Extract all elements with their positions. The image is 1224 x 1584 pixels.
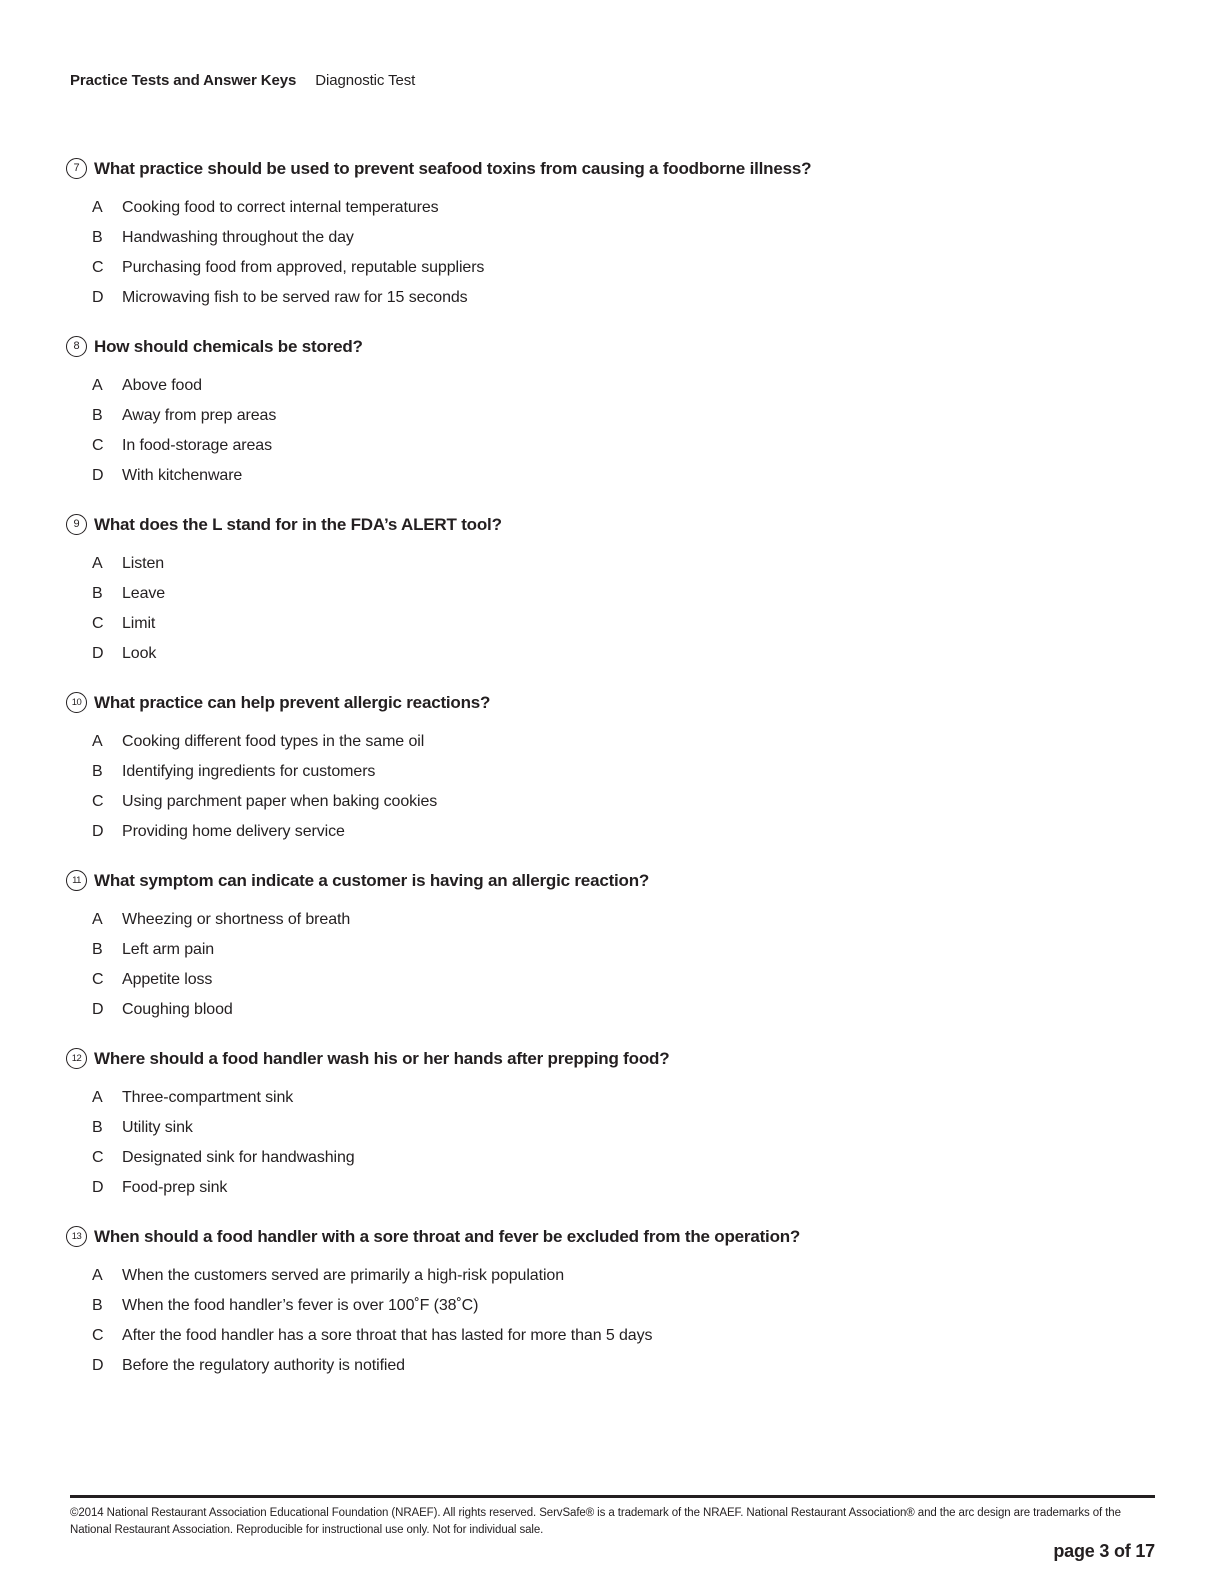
option-text: In food-storage areas	[122, 437, 272, 454]
option-text: Appetite loss	[122, 971, 213, 988]
option-text: Purchasing food from approved, reputable suppliers	[122, 259, 485, 276]
answer-option	[92, 1113, 1154, 1143]
question-block	[66, 513, 1154, 669]
answer-option	[92, 817, 1154, 847]
answer-option	[92, 549, 1154, 579]
answer-option	[92, 935, 1154, 965]
question-block	[66, 691, 1154, 847]
document-header	[70, 71, 415, 90]
option-letter: C	[92, 793, 104, 810]
option-letter: D	[92, 289, 104, 306]
option-letter: C	[92, 437, 104, 454]
option-letter: A	[92, 733, 103, 750]
answer-option	[92, 253, 1154, 283]
option-letter: C	[92, 1149, 104, 1166]
question-number: 13	[71, 1230, 82, 1242]
answer-option	[92, 1083, 1154, 1113]
question-number: 8	[73, 340, 80, 352]
question-number-circle	[66, 870, 87, 891]
question-block	[66, 335, 1154, 491]
option-text: Before the regulatory authority is notified	[122, 1357, 405, 1374]
option-text: Cooking different food types in the same oil	[122, 733, 425, 750]
question-text: Where should a food handler wash his or her hands after prepping food?	[94, 1049, 670, 1068]
option-text: Look	[122, 645, 157, 662]
question-text: What does the L stand for in the FDA’s ALERT tool?	[94, 515, 502, 534]
option-text: Listen	[122, 555, 165, 572]
answer-option	[92, 461, 1154, 491]
question-header	[66, 513, 1154, 536]
option-letter: A	[92, 911, 103, 928]
option-text: When the food handler’s fever is over 100˚F (38˚C)	[122, 1297, 479, 1314]
question-number-circle	[66, 1226, 87, 1247]
answer-option	[92, 1173, 1154, 1203]
answer-option	[92, 639, 1154, 669]
options-list	[92, 371, 1154, 491]
question-number-circle	[66, 692, 87, 713]
question-number: 7	[73, 162, 80, 174]
option-text: Handwashing throughout the day	[122, 229, 354, 246]
options-list	[92, 1261, 1154, 1381]
option-text: Designated sink for handwashing	[122, 1149, 355, 1166]
answer-option	[92, 193, 1154, 223]
answer-option	[92, 223, 1154, 253]
option-letter: C	[92, 1327, 104, 1344]
option-text: Leave	[122, 585, 166, 602]
option-letter: D	[92, 467, 104, 484]
question-number-circle	[66, 336, 87, 357]
question-text: When should a food handler with a sore throat and fever be excluded from the operation?	[94, 1227, 801, 1246]
option-text: After the food handler has a sore throat that has lasted for more than 5 days	[122, 1327, 653, 1344]
question-header	[66, 335, 1154, 358]
option-letter: C	[92, 615, 104, 632]
option-letter: B	[92, 763, 103, 780]
question-number: 10	[71, 696, 82, 708]
option-letter: D	[92, 823, 104, 840]
answer-option	[92, 1143, 1154, 1173]
option-text: Providing home delivery service	[122, 823, 345, 840]
question-text: What practice should be used to prevent seafood toxins from causing a foodborne illness?	[94, 159, 812, 178]
option-text: Using parchment paper when baking cookies	[122, 793, 438, 810]
answer-option	[92, 431, 1154, 461]
document-subtitle: Diagnostic Test	[315, 72, 416, 89]
question-text: How should chemicals be stored?	[94, 337, 363, 356]
footer-divider	[70, 1495, 1155, 1498]
option-text: Left arm pain	[122, 941, 215, 958]
answer-option	[92, 401, 1154, 431]
option-text: Limit	[122, 615, 156, 632]
answer-option	[92, 371, 1154, 401]
answer-option	[92, 905, 1154, 935]
option-letter: A	[92, 377, 103, 394]
option-text: Three-compartment sink	[122, 1089, 294, 1106]
answer-option	[92, 757, 1154, 787]
options-list	[92, 193, 1154, 313]
option-letter: D	[92, 645, 104, 662]
answer-option	[92, 1321, 1154, 1351]
options-list	[92, 549, 1154, 669]
answer-option	[92, 995, 1154, 1025]
option-text: Microwaving fish to be served raw for 15 seconds	[122, 289, 468, 306]
option-letter: C	[92, 971, 104, 988]
answer-option	[92, 787, 1154, 817]
option-text: Identifying ingredients for customers	[122, 763, 376, 780]
copyright-text: ©2014 National Restaurant Association Educational Foundation (NRAEF). All rights reserved. ServSafe® is a trademark of the NRAEF. National Restaurant Association® and the arc design are trademarks of the National Restaurant Association. Reproducible for instructional use only. Not for individual sale.	[70, 1507, 1121, 1536]
answer-option	[92, 727, 1154, 757]
question-text: What symptom can indicate a customer is having an allergic reaction?	[94, 871, 650, 890]
option-letter: B	[92, 1297, 103, 1314]
question-number-circle	[66, 514, 87, 535]
question-block	[66, 869, 1154, 1025]
page-number: page 3 of 17	[1053, 1541, 1155, 1561]
answer-option	[92, 1351, 1154, 1381]
question-header	[66, 691, 1154, 714]
option-text: Wheezing or shortness of breath	[122, 911, 351, 928]
question-block	[66, 157, 1154, 313]
option-text: Utility sink	[122, 1119, 193, 1136]
option-text: Above food	[122, 377, 202, 394]
answer-option	[92, 965, 1154, 995]
option-letter: D	[92, 1001, 104, 1018]
answer-option	[92, 579, 1154, 609]
option-text: With kitchenware	[122, 467, 243, 484]
answer-option	[92, 1261, 1154, 1291]
question-header	[66, 157, 1154, 180]
document-title: Practice Tests and Answer Keys	[70, 72, 297, 89]
option-letter: B	[92, 585, 103, 602]
option-text: Coughing blood	[122, 1001, 233, 1018]
questions-list	[66, 157, 1154, 1403]
question-header	[66, 869, 1154, 892]
option-text: Cooking food to correct internal temperatures	[122, 199, 439, 216]
options-list	[92, 905, 1154, 1025]
question-number-circle	[66, 158, 87, 179]
option-letter: D	[92, 1357, 104, 1374]
option-letter: B	[92, 229, 103, 246]
option-letter: A	[92, 555, 103, 572]
option-text: When the customers served are primarily a high-risk population	[122, 1267, 564, 1284]
options-list	[92, 727, 1154, 847]
option-letter: D	[92, 1179, 104, 1196]
option-text: Food-prep sink	[122, 1179, 228, 1196]
answer-option	[92, 283, 1154, 313]
question-header	[66, 1225, 1154, 1248]
option-letter: A	[92, 1267, 103, 1284]
options-list	[92, 1083, 1154, 1203]
question-number-circle	[66, 1048, 87, 1069]
question-block	[66, 1047, 1154, 1203]
question-number: 9	[73, 518, 80, 530]
option-letter: C	[92, 259, 104, 276]
question-number: 11	[72, 874, 81, 886]
option-letter: B	[92, 1119, 103, 1136]
option-letter: A	[92, 199, 103, 216]
page-footer	[70, 1495, 1155, 1562]
option-letter: B	[92, 941, 103, 958]
question-block	[66, 1225, 1154, 1381]
option-letter: B	[92, 407, 103, 424]
option-letter: A	[92, 1089, 103, 1106]
question-number: 12	[71, 1052, 82, 1064]
question-text: What practice can help prevent allergic reactions?	[94, 693, 491, 712]
option-text: Away from prep areas	[122, 407, 277, 424]
answer-option	[92, 609, 1154, 639]
question-header	[66, 1047, 1154, 1070]
answer-option	[92, 1291, 1154, 1321]
